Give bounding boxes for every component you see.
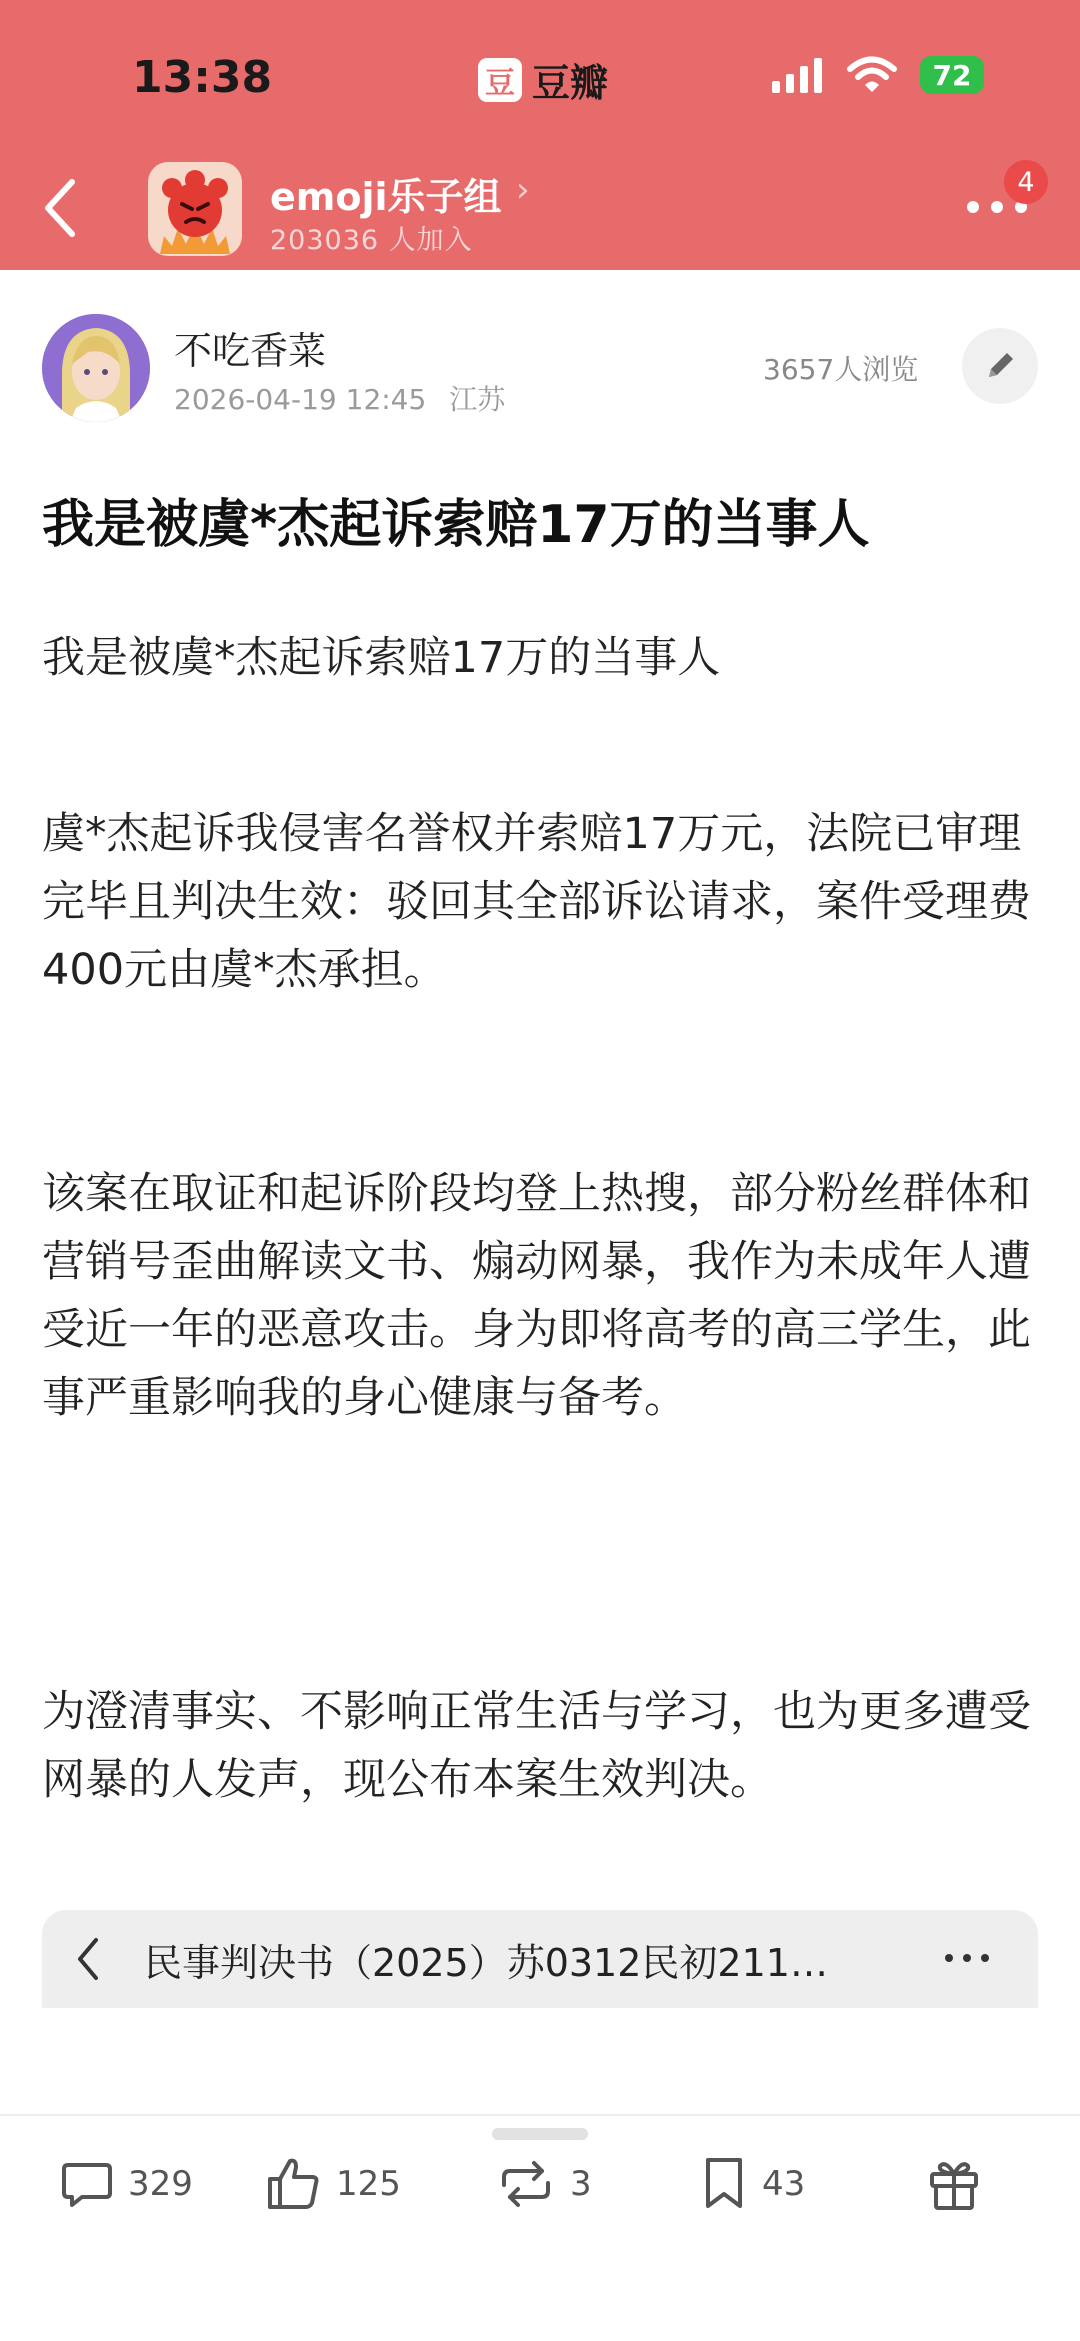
signal-icon xyxy=(770,57,826,93)
group-header xyxy=(0,0,1080,270)
author-name[interactable]: 不吃香菜 xyxy=(174,329,327,373)
post-meta xyxy=(174,378,519,418)
app-badge xyxy=(478,52,608,107)
document-viewer-bar[interactable] xyxy=(42,1910,1038,2008)
douban-logo-icon: 豆 xyxy=(478,58,522,102)
comment-count: 329 xyxy=(128,2164,193,2204)
status-time: 13:38 xyxy=(132,52,273,103)
status-indicators xyxy=(770,56,984,94)
edit-button[interactable] xyxy=(962,328,1038,404)
thumbs-up-icon xyxy=(264,2155,322,2213)
chevron-right-icon[interactable]: › xyxy=(516,170,530,210)
like-button[interactable] xyxy=(264,2148,401,2220)
back-icon[interactable] xyxy=(36,176,86,240)
view-count: 3657人浏览 xyxy=(763,353,919,386)
post-title: 我是被虞*杰起诉索赔17万的当事人 xyxy=(42,495,870,555)
document-title[interactable]: 民事判决书（2025）苏0312民初211… xyxy=(144,1941,828,1985)
author-avatar[interactable] xyxy=(42,314,150,422)
more-icon[interactable] xyxy=(942,1948,992,1968)
collect-button[interactable] xyxy=(700,2148,805,2220)
reshare-count: 3 xyxy=(570,2164,592,2204)
gift-button[interactable] xyxy=(926,2148,982,2220)
drag-handle[interactable] xyxy=(492,2128,588,2140)
chevron-left-icon[interactable] xyxy=(72,1934,102,1984)
reshare-button[interactable] xyxy=(496,2148,592,2220)
post-paragraph: 该案在取证和起诉阶段均登上热搜，部分粉丝群体和营销号歪曲解读文书、煽动网暴，我作为未成年人遭受近一年的恶意攻击。身为即将高考的高三学生，此事严重影响我的身心健康与备考。 xyxy=(42,1169,1031,1423)
bookmark-icon xyxy=(700,2156,748,2212)
gift-icon xyxy=(926,2156,982,2212)
pencil-icon xyxy=(983,349,1017,383)
bottom-bar-divider xyxy=(0,2114,1080,2116)
notification-badge: 4 xyxy=(1004,160,1048,204)
battery-indicator: 72 xyxy=(920,56,984,94)
like-count: 125 xyxy=(336,2164,401,2204)
post-paragraph: 为澄清事实、不影响正常生活与学习，也为更多遭受网暴的人发声，现公布本案生效判决。 xyxy=(42,1687,1031,1805)
collect-count: 43 xyxy=(762,2164,806,2204)
group-avatar[interactable] xyxy=(148,162,242,256)
post-location: 江苏 xyxy=(449,383,506,416)
post-datetime: 2026-04-19 12:45 xyxy=(174,383,427,416)
post-paragraph: 我是被虞*杰起诉索赔17万的当事人 xyxy=(42,633,721,683)
comment-button[interactable] xyxy=(60,2148,193,2220)
comment-icon xyxy=(60,2157,114,2211)
post-paragraph: 虞*杰起诉我侵害名誉权并索赔17万元，法院已审理完毕且判决生效：驳回其全部诉讼请求，案件受理费400元由虞*杰承担。 xyxy=(42,809,1031,995)
app-name: 豆瓣 xyxy=(532,61,609,105)
group-member-count: 203036 人加入 xyxy=(270,225,473,256)
repost-icon xyxy=(496,2157,556,2211)
wifi-icon xyxy=(846,56,898,94)
group-name[interactable]: emoji乐子组 xyxy=(270,175,502,219)
